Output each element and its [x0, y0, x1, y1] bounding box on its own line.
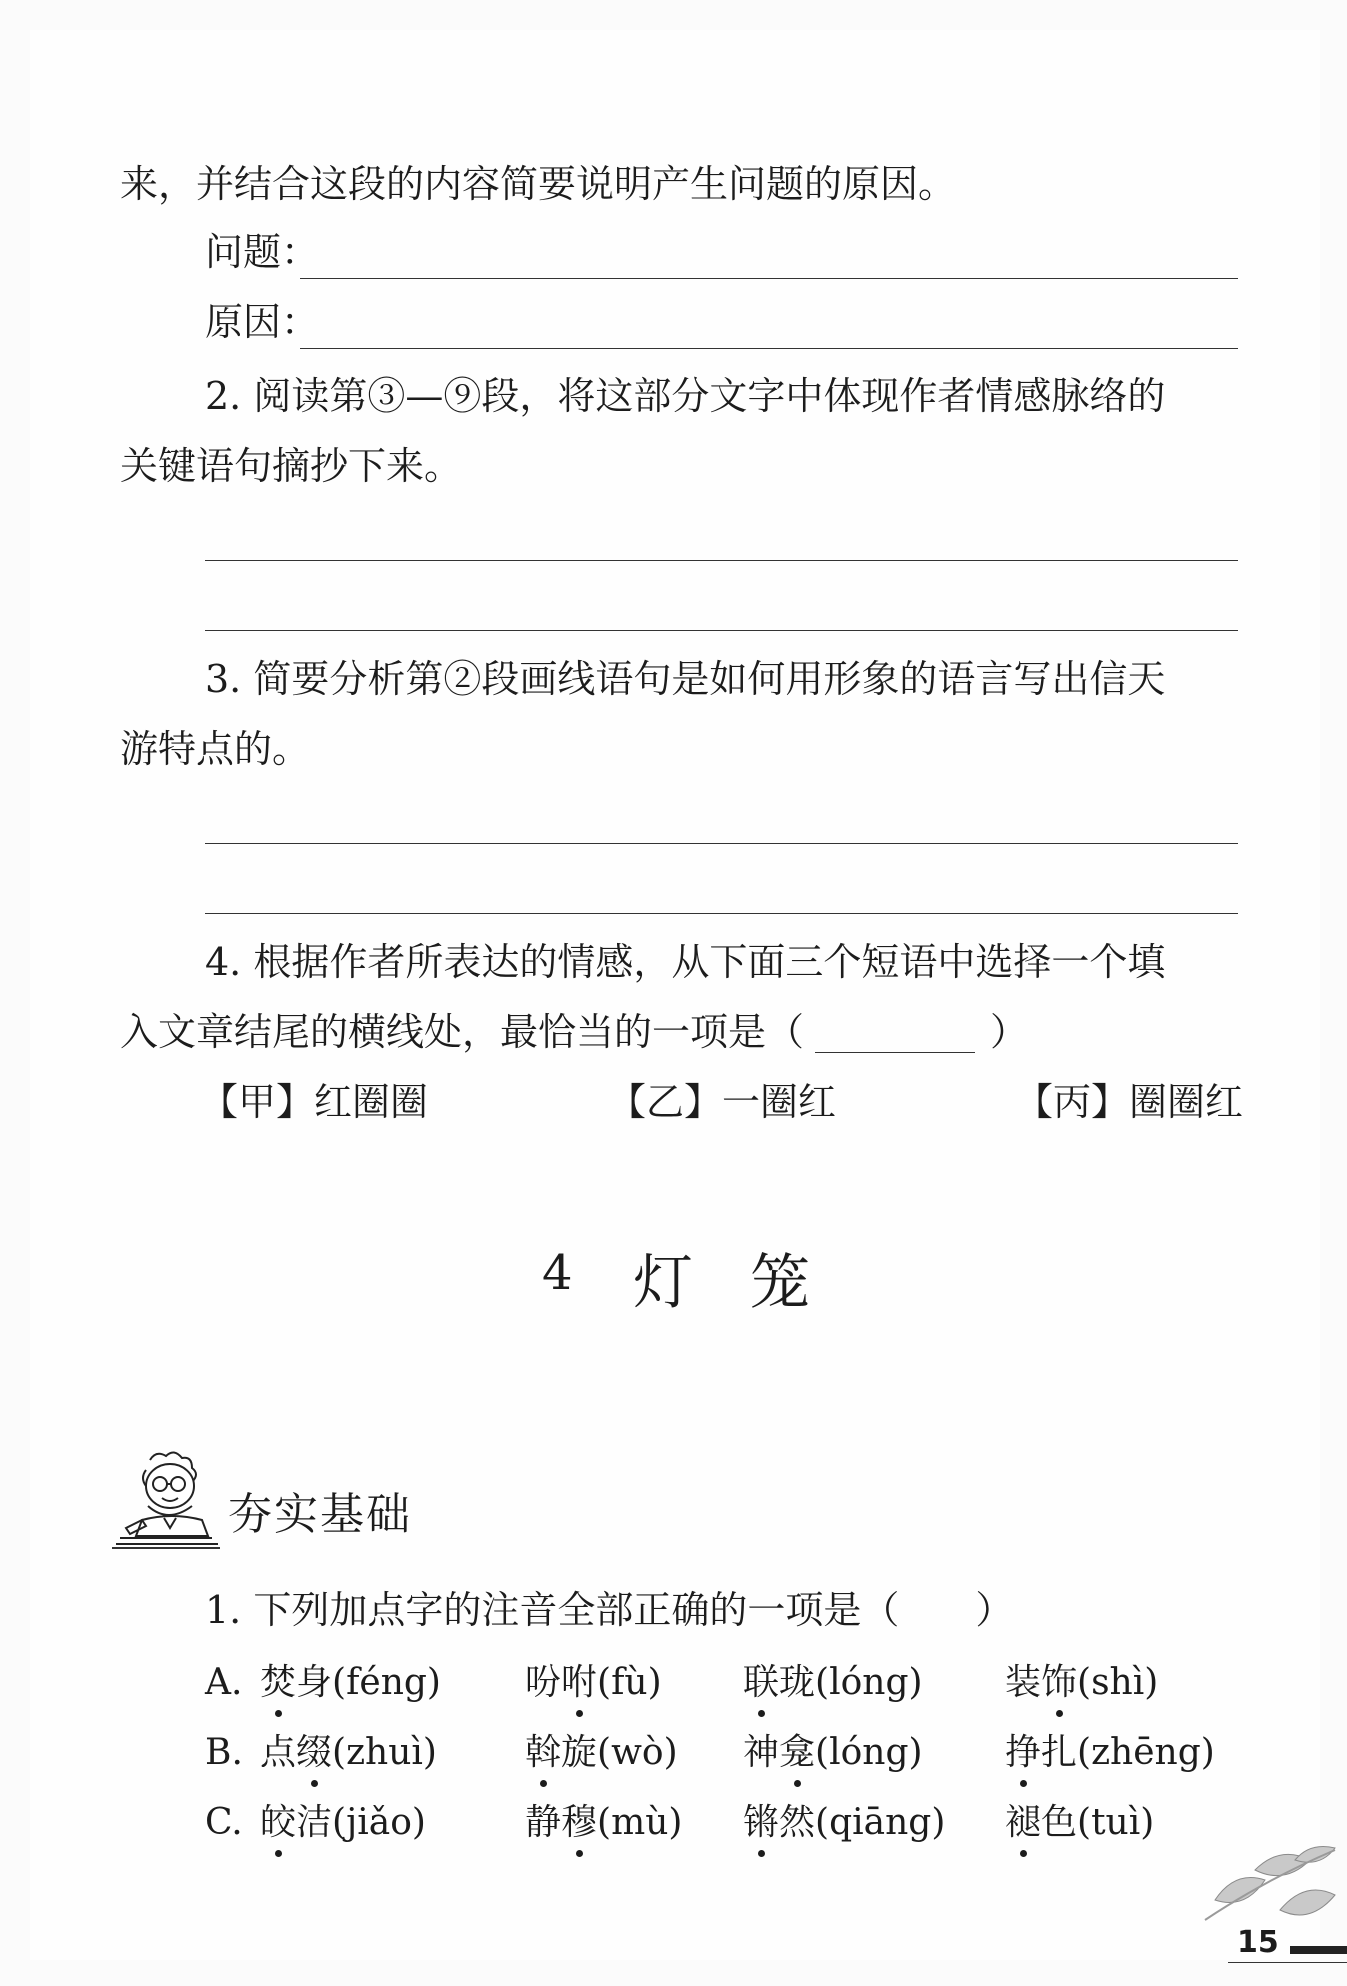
q3-answer-line-2[interactable]: [205, 913, 1238, 914]
q2-answer-line-1[interactable]: [205, 560, 1238, 561]
pinyin: (wò): [597, 1732, 678, 1773]
q2-text-line1: 2. 阅读第③—⑨段，将这部分文字中体现作者情感脉络的: [205, 374, 1166, 418]
dotted-char: 龛: [779, 1728, 815, 1778]
option-letter: B.: [205, 1732, 243, 1773]
char: 然: [779, 1802, 816, 1843]
pinyin: (tuì): [1077, 1802, 1155, 1843]
char: 旋: [561, 1732, 598, 1773]
option-word: [1005, 1658, 1158, 1708]
option-word: [525, 1798, 682, 1848]
pinyin: (lóng): [815, 1732, 923, 1773]
char: 扎: [1041, 1732, 1078, 1773]
option-word: [260, 1728, 437, 1778]
dotted-char: 挣: [1005, 1728, 1041, 1778]
q3-text-line1: 3. 简要分析第②段画线语句是如何用形象的语言写出信天: [205, 657, 1166, 701]
pinyin: (fù): [597, 1662, 662, 1703]
page-number: 15: [1237, 1925, 1279, 1960]
page-number-bar: [1290, 1946, 1347, 1954]
q1-reason-answer-line[interactable]: [300, 348, 1238, 349]
q4-text-line2: 入文章结尾的横线处，最恰当的一项是（: [120, 1010, 805, 1054]
section-title: 夯实基础: [228, 1489, 412, 1540]
q4-option-jia: 【甲】红圈圈: [200, 1080, 429, 1124]
option-word: [743, 1728, 923, 1778]
dotted-char: 锵: [743, 1798, 779, 1848]
char: 色: [1041, 1802, 1078, 1843]
q3-text-line2: 游特点的。: [120, 727, 311, 771]
page-number-rule: [1228, 1962, 1347, 1963]
char: 吩: [525, 1662, 562, 1703]
char: 身: [296, 1662, 333, 1703]
dotted-char: 斡: [525, 1728, 561, 1778]
option-word: [260, 1658, 441, 1708]
dotted-char: 联: [743, 1658, 779, 1708]
dotted-char: 穆: [561, 1798, 597, 1848]
pinyin: (jiǎo): [332, 1802, 426, 1843]
pinyin: (mù): [597, 1802, 683, 1843]
option-word: [1005, 1798, 1154, 1848]
q1-reason-label: 原因：: [205, 300, 320, 344]
q4-close-paren: ）: [990, 1010, 1029, 1054]
q2-text-line2: 关键语句摘抄下来。: [120, 444, 463, 488]
option-word: [743, 1798, 945, 1848]
pinyin: (shì): [1077, 1662, 1159, 1703]
dotted-char: 焚: [260, 1658, 296, 1708]
option-word: [525, 1728, 678, 1778]
pinyin: (féng): [332, 1662, 441, 1703]
q4-option-bing: 【丙】圈圈红: [1015, 1080, 1244, 1124]
pinyin: (zhuì): [332, 1732, 437, 1773]
mc1-question: 1. 下列加点字的注音全部正确的一项是（ ）: [205, 1588, 1014, 1632]
char: 点: [260, 1732, 297, 1773]
dotted-char: 皎: [260, 1798, 296, 1848]
section-underline: [112, 1547, 220, 1549]
lesson-title-char-1: 灯: [633, 1248, 693, 1318]
q4-option-yi: 【乙】一圈红: [608, 1080, 837, 1124]
pinyin: (zhēng): [1077, 1732, 1215, 1773]
lesson-number: 4: [542, 1245, 573, 1301]
q4-text-line1: 4. 根据作者所表达的情感，从下面三个短语中选择一个填: [205, 940, 1166, 984]
q1-tail-text: 来，并结合这段的内容简要说明产生问题的原因。: [120, 162, 957, 206]
char: 珑: [779, 1662, 816, 1703]
dotted-char: 褪: [1005, 1798, 1041, 1848]
option-word: [1005, 1728, 1215, 1778]
option-word: [260, 1798, 426, 1848]
dotted-char: 咐: [561, 1658, 597, 1708]
dotted-char: 饰: [1041, 1658, 1077, 1708]
char: 静: [525, 1802, 562, 1843]
option-word: [743, 1658, 923, 1708]
pinyin: (qiāng): [815, 1802, 946, 1843]
lesson-title-char-2: 笼: [750, 1248, 810, 1318]
q4-answer-blank[interactable]: [815, 1052, 975, 1053]
q3-answer-line-1[interactable]: [205, 843, 1238, 844]
char: 装: [1005, 1662, 1042, 1703]
pinyin: (lóng): [815, 1662, 923, 1703]
char: 神: [743, 1732, 780, 1773]
option-word: [525, 1658, 662, 1708]
q1-problem-answer-line[interactable]: [300, 278, 1238, 279]
option-letter: C.: [205, 1802, 243, 1843]
q2-answer-line-2[interactable]: [205, 630, 1238, 631]
dotted-char: 缀: [296, 1728, 332, 1778]
char: 洁: [296, 1802, 333, 1843]
option-letter: A.: [205, 1662, 243, 1703]
student-cartoon-icon: [112, 1448, 227, 1553]
q1-problem-label: 问题：: [205, 230, 320, 274]
